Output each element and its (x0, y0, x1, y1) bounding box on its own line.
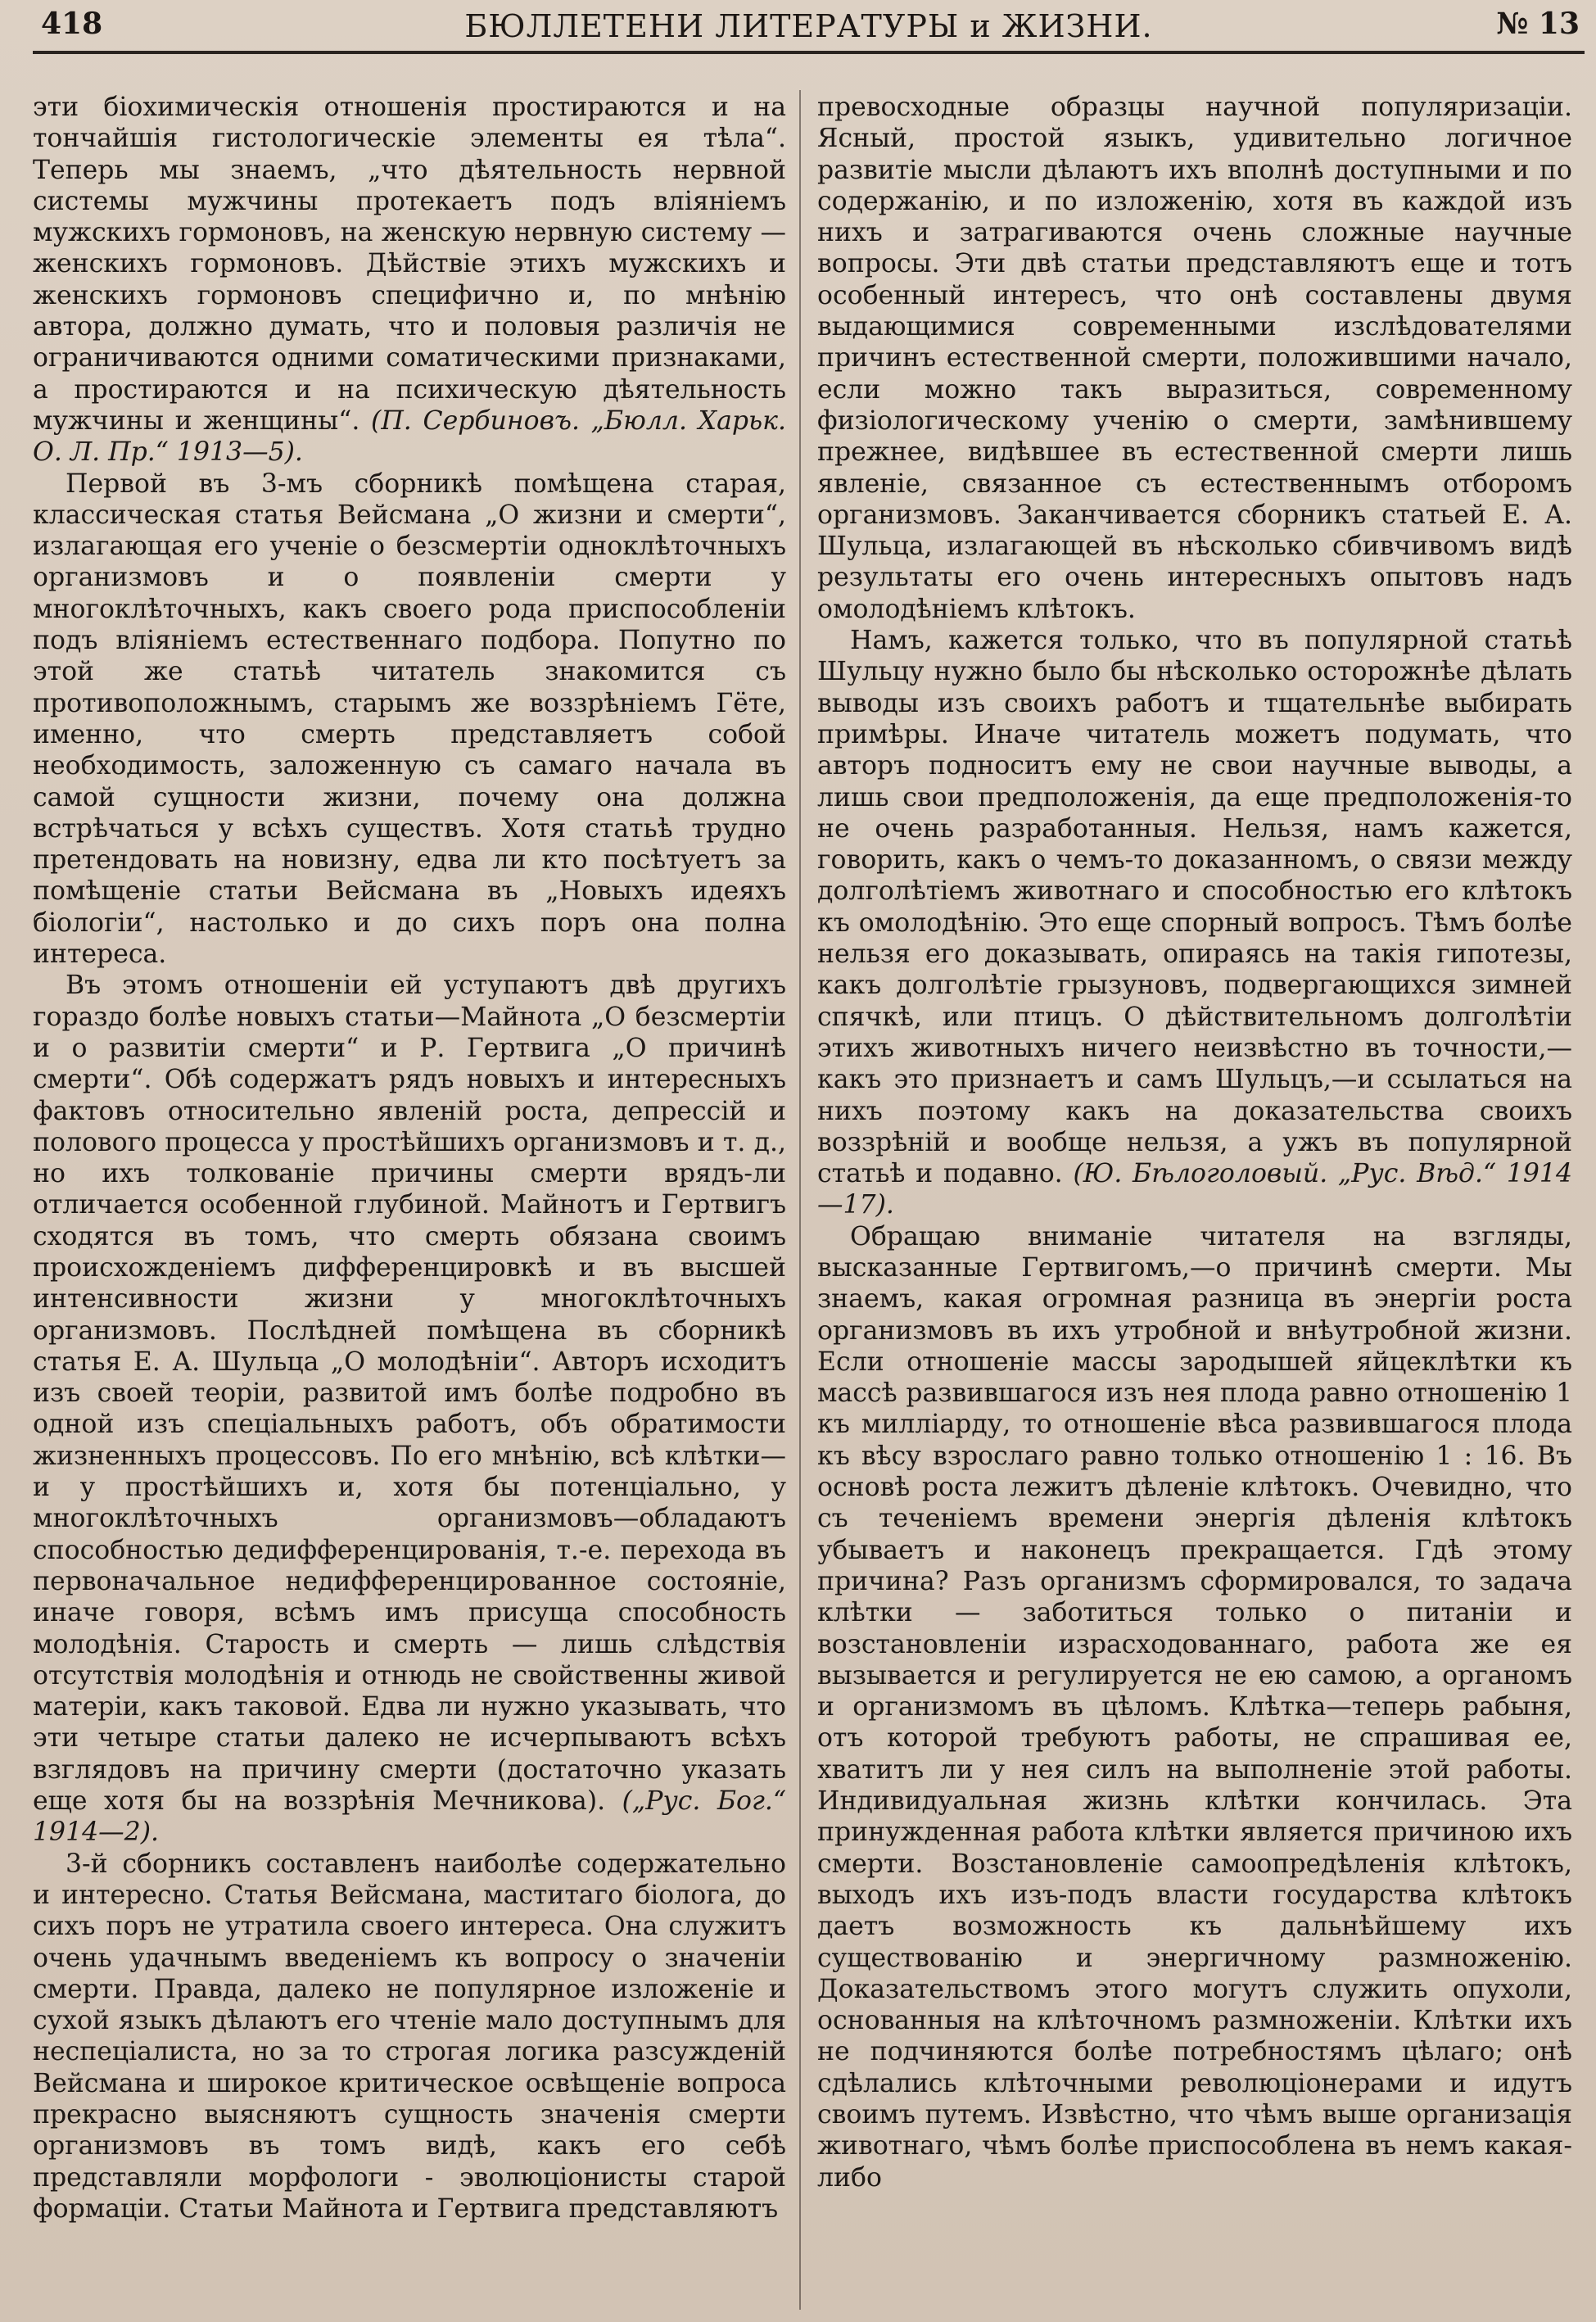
page-number: 418 (41, 7, 103, 41)
citation: („Рус. Бог.“ 1914—2). (33, 1786, 786, 1848)
paragraph: Обращаю вниманіе читателя на взгляды, высказанные Гертвигомъ,—о причинѣ смерти. Мы знаемъ, какая огромная разница въ энергіи роста организмовъ въ ихъ утробной и внѣутробной жизни. Если отношеніе массы зародышей яйцеклѣтки къ массѣ развившагося изъ нея плода равно отношенію 1 къ милліарду, то отношеніе вѣса развившагося плода къ вѣсу взрослаго равно только отношенію 1 : 16. Въ основѣ роста лежитъ дѣленіе клѣтокъ. Очевидно, что съ теченіемъ времени энергія дѣленія клѣтокъ убываетъ и наконецъ прекращается. Гдѣ этому причина? Разъ организмъ сформировался, то задача клѣтки — заботиться только о питаніи и возстановленіи израсходованнаго, работа же ея вызывается и регулируется не ею самою, а органомъ и организмомъ въ цѣломъ. Клѣтка—теперь рабыня, отъ которой требуютъ работы, не спрашивая ее, хватитъ ли у нея силъ на выполненіе этой работы. Индивидуальная жизнь клѣтки кончилась. Эта принужденная работа клѣтки является причиною ихъ смерти. Возстановленіе самоопредѣленія клѣтокъ, выходъ ихъ изъ-подъ власти государства клѣтокъ даетъ возможность къ дальнѣйшему ихъ существованію и энергичному размноженію. Доказательствомъ этого могутъ служить опухоли, основанныя на клѣточномъ размноженіи. Клѣтки ихъ не подчиняются болѣе потребностямъ цѣлаго; онѣ сдѣлались клѣточными революціонерами и идутъ своимъ путемъ. Извѣстно, что чѣмъ выше организація животнаго, чѣмъ болѣе приспособлена въ немъ какая-либо (817, 1221, 1572, 2193)
paragraph: Первой въ 3-мъ сборникѣ помѣщена старая, классическая статья Вейсмана „О жизни и смерти“, излагающая его ученіе о безсмертіи одноклѣточныхъ организмовъ и о появленіи смерти у многоклѣточныхъ, какъ своего рода приспособленіи подъ вліяніемъ естественнаго подбора. Попутно по этой же статьѣ читатель знакомится съ противоположнымъ, старымъ же воззрѣніемъ Гёте, именно, что смерть представляетъ собой необходимость, заложенную съ самаго начала въ самой сущности жизни, почему она должна встрѣчаться у всѣхъ существъ. Хотя статьѣ трудно претендовать на новизну, едва ли кто посѣтуетъ за помѣщеніе статьи Вейсмана въ „Новыхъ идеяхъ біологіи“, настолько и до сихъ поръ она полна интереса. (33, 468, 786, 970)
running-title: БЮЛЛЕТЕНИ ЛИТЕРАТУРЫ и ЖИЗНИ. (464, 8, 1153, 44)
left-column (33, 92, 786, 2315)
paragraph (33, 92, 786, 468)
header-rule (33, 51, 1585, 54)
right-column (817, 92, 1572, 2315)
paragraph-text: эти біохимическія отношенія простираются и на тончайшія гистологическіе элементы ея тѣла“. Теперь мы знаемъ, „что дѣятельность нервной системы мужчины протекаетъ подъ вліяніемъ мужскихъ гормоновъ, на женскую нервную систему — женскихъ гормоновъ. Дѣйствіе этихъ мужскихъ и женскихъ гормоновъ специфично и, по мнѣнію автора, должно думать, что и половыя различія не ограничиваются одними соматическими признаками, а простираются и на психическую дѣятельность мужчины и женщины“. (33, 93, 786, 436)
paragraph: 3-й сборникъ составленъ наиболѣе содержательно и интересно. Статья Вейсмана, маститаго біолога, до сихъ поръ не утратила своего интереса. Она служитъ очень удачнымъ введеніемъ къ вопросу о значеніи смерти. Правда, далеко не популярное изложеніе и сухой языкъ дѣлаютъ его чтеніе мало доступнымъ для неспеціалиста, но за то строгая логика разсужденій Вейсмана и широкое критическое освѣщеніе вопроса прекрасно выясняютъ сущность значенія смерти организмовъ въ томъ видѣ, какъ его себѣ представляли морфологи - эволюціонисты старой формаціи. Статьи Майнота и Гертвига представляютъ (33, 1849, 786, 2224)
page-header (33, 3, 1585, 49)
paragraph (33, 970, 786, 1848)
citation: (Ю. Бѣлоголовый. „Рус. Вѣд.“ 1914—17). (817, 1159, 1572, 1220)
paragraph: превосходные образцы научной популяризаціи. Ясный, простой языкъ, удивительно логичное развитіе мысли дѣлаютъ ихъ вполнѣ доступными и по содержанію, и по изложенію, хотя въ каждой изъ нихъ и затрагиваются очень сложные научные вопросы. Эти двѣ статьи представляютъ еще и тотъ особенный интересъ, что онѣ составлены двумя выдающимися современными изслѣдователями причинъ естественной смерти, положившими начало, если можно такъ выразиться, современному физіологическому ученію о смерти, замѣнившему прежнее, видѣвшее въ естественной смерти лишь явленіе, связанное съ естественнымъ отборомъ организмовъ. Заканчивается сборникъ статьей Е. А. Шульца, излагающей въ нѣсколько сбивчивомъ видѣ результаты его очень интересныхъ опытовъ надъ омолодѣніемъ клѣтокъ. (817, 93, 1572, 624)
citation: (П. Сербиновъ. „Бюлл. Харьк. О. Л. Пр.“ 1913—5). (33, 405, 786, 468)
paragraph-text: Намъ, кажется только, что въ популярной статьѣ Шульцу нужно было бы нѣсколько осторожнѣе дѣлать выводы изъ своихъ работъ и тщательнѣе выбирать примѣры. Иначе читатель можетъ подумать, что авторъ подноситъ ему не свои научные выводы, а лишь свои предположенія, да еще предположенія-то не очень разработанныя. Нельзя, намъ кажется, говорить, какъ о чемъ-то доказанномъ, о связи между долголѣтіемъ животнаго и способностью его клѣтокъ къ омолодѣнію. Это еще спорный вопросъ. Тѣмъ болѣе нельзя его доказывать, опираясь на такія гипотезы, какъ долголѣтіе грызуновъ, подвергающихся зимней спячкѣ, или птицъ. О дѣйствительномъ долголѣтіи этихъ животныхъ ничего неизвѣстно въ точности,—какъ это признаетъ и самъ Шульцъ,—и ссылаться на нихъ поэтому какъ на доказательства своихъ воззрѣній и вообще нельзя, а ужъ въ популярной статьѣ и подавно. (817, 626, 1572, 1189)
paragraph (817, 625, 1572, 1221)
column-divider (799, 90, 801, 2310)
paragraph-text: Въ этомъ отношеніи ей уступаютъ двѣ другихъ гораздо болѣе новыхъ статьи—Майнота „О безсмертіи и о развитіи смерти“ и Р. Гертвига „О причинѣ смерти“. Обѣ содержатъ рядъ новыхъ и интересныхъ фактовъ относительно явленій роста, депрессій и полового процесса у простѣйшихъ организмовъ и т. д., но ихъ толкованіе причины смерти врядъ-ли отличается особенной глубиной. Майнотъ и Гертвигъ сходятся въ томъ, что смерть обязана своимъ происхожденіемъ дифференцировкѣ и въ высшей интенсивности жизни у многоклѣточныхъ организмовъ. Послѣдней помѣщена въ сборникѣ статья Е. А. Шульца „О молодѣніи“. Авторъ исходитъ изъ своей теоріи, развитой имъ болѣе подробно въ одной изъ спеціальныхъ работъ, объ обратимости жизненныхъ процессовъ. По его мнѣнію, всѣ клѣтки—и у простѣйшихъ и, хотя бы потенціально, у многоклѣточныхъ организмовъ—обладаютъ способностью дедифференцированія, т.-е. перехода въ первоначальное недифференцированное состояніе, иначе говоря, всѣмъ имъ присуща способность молодѣнія. Старость и смерть — лишь слѣдствія отсутствія молодѣнія и отнюдь не свойственны живой матеріи, какъ таковой. Едва ли нужно указывать, что эти четыре статьи далеко не исчерпываютъ всѣхъ взглядовъ на причину смерти (достаточно указать еще хотя бы на воззрѣнія Мечникова). (33, 971, 786, 1817)
issue-number: № 13 (1496, 7, 1580, 41)
